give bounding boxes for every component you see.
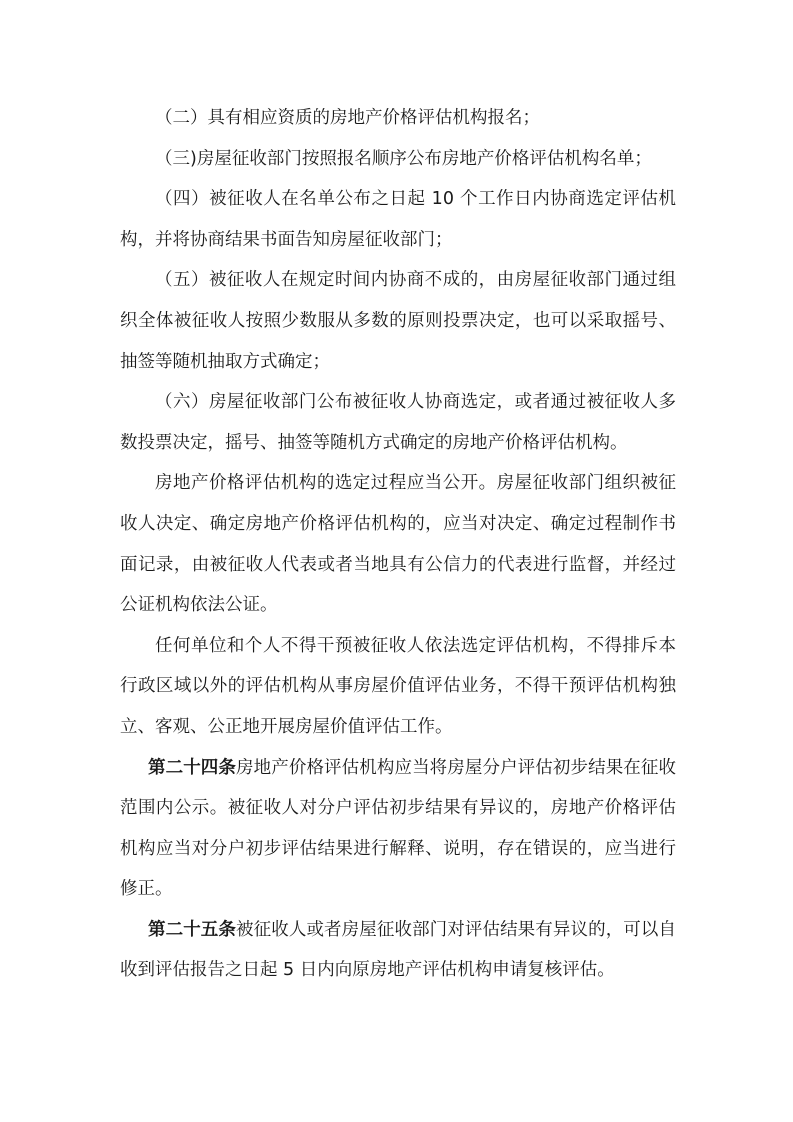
list-item: （二）具有相应资质的房地产价格评估机构报名； [155,108,540,128]
article-heading: 第二十五条 [148,919,237,940]
document-body [120,98,676,991]
paragraph: 房地产价格评估机构的选定过程应当公开。房屋征收部门组织被征收人决定、确定房地产价格评估机构的，应当对决定、确定过程制作书面记录，由被征收人代表或者当地具有公信力的代表进行监督，并经过公证机构依法公证。 [120,473,676,616]
article-paragraph [120,910,676,991]
article-text: 被征收人或者房屋征收部门对评估结果有异议的，可以自收到评估报告之日起 5 日内向原房地产评估机构申请复核评估。 [120,919,677,981]
paragraph: 任何单位和个人不得干预被征收人依法选定评估机构，不得排斥本行政区域以外的评估机构从事房屋价值评估业务，不得干预评估机构独立、客观、公正地开展房屋价值评估工作。 [120,635,676,737]
list-item: （六）房屋征收部门公布被征收人协商选定，或者通过被征收人多数投票决定，摇号、抽签等随机方式确定的房地产价格评估机构。 [120,392,676,453]
list-item: （五）被征收人在规定时间内协商不成的，由房屋征收部门通过组织全体被征收人按照少数服从多数的原则投票决定，也可以采取摇号、抽签等随机抽取方式确定； [120,270,676,372]
article-text: 房地产价格评估机构应当将房屋分户评估初步结果在征收范围内公示。被征收人对分户评估初步结果有异议的，房地产价格评估机构应当对分户初步评估结果进行解释、说明，存在错误的，应当进行修正。 [120,757,677,900]
article-paragraph [120,748,676,910]
list-item: （四）被征收人在名单公布之日起 10 个工作日内协商选定评估机构，并将协商结果书面告知房屋征收部门； [120,189,676,250]
list-item: （三)房屋征收部门按照报名顺序公布房地产价格评估机构名单； [155,148,652,169]
article-heading: 第二十四条 [148,757,237,778]
